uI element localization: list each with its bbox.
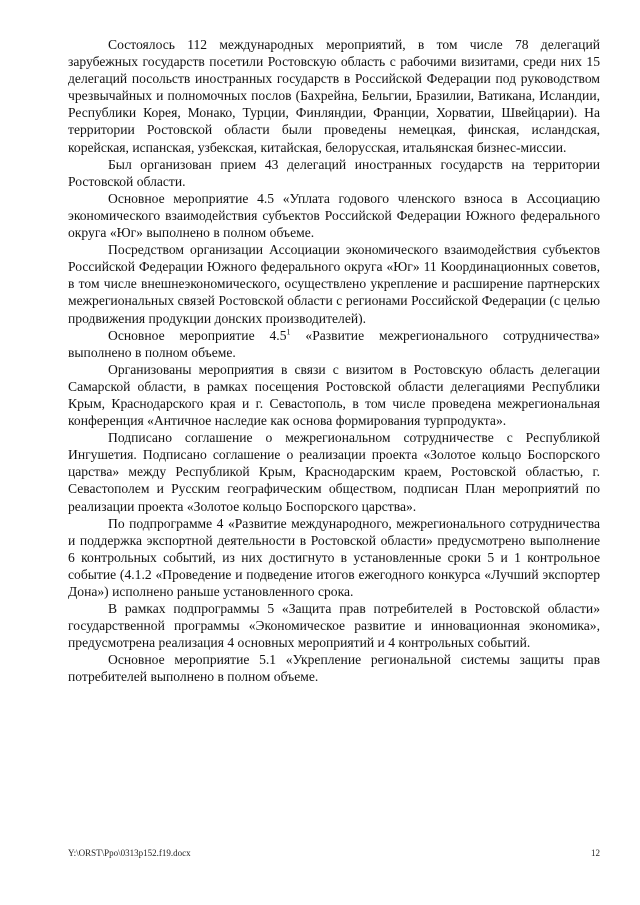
superscript-index: 1 xyxy=(286,327,291,337)
page-number: 12 xyxy=(591,848,600,858)
paragraph: Подписано соглашение о межрегиональном сотрудничестве с Республикой Ингушетия. Подписано соглашение о реализации проекта «Золотое кольцо Боспорского царства» между Республикой Крым, Краснодарским краем, Ростовской областью, г. Севастополем и Русским географическим обществом, подписан План мероприятий по реализации проекта «Золотое кольцо Боспорского царства». xyxy=(68,430,600,514)
paragraph-text: Основное мероприятие 4.5 xyxy=(108,327,287,343)
paragraph: Посредством организации Ассоциации экономического взаимодействия субъектов Российской Федерации Южного федерального округа «Юг» 11 Координационных советов, в том числе внешнеэкономического, осуществлено укрепление и расширение партнерских межрегиональных связей Ростовской области с регионами Российской Федерации (с целью продвижения продукции донских производителей). xyxy=(68,242,600,326)
paragraph: Основное мероприятие 4.5 «Уплата годового членского взноса в Ассоциацию экономического взаимодействия субъектов Российской Федерации Южного федерального округа «Юг» выполнено в полном объеме. xyxy=(68,190,600,241)
paragraph-text: «Развитие межрегионального сотрудничества» выполнено в полном объеме. xyxy=(68,327,600,360)
paragraph: Был организован прием 43 делегаций иностранных государств на территории Ростовской области. xyxy=(68,156,600,189)
footer-file-path: Y:\ORST\Ppo\0313p152.f19.docx xyxy=(68,848,191,858)
document-body xyxy=(68,36,600,686)
paragraph xyxy=(68,327,600,361)
paragraph: В рамках подпрограммы 5 «Защита прав потребителей в Ростовской области» государственной программы «Экономическое развитие и инновационная экономика», предусмотрена реализация 4 основных мероприятий и 4 контрольных событий. xyxy=(68,601,600,651)
paragraph: Состоялось 112 международных мероприятий, в том числе 78 делегаций зарубежных государств посетили Ростовскую область с рабочими визитами, среди них 15 делегаций посольств иностранных государств в Российской Федерации под руководством чрезвычайных и полномочных послов (Бахрейна, Бельгии, Бразилии, Ватикана, Исландии, Республики Корея, Монако, Турции, Финляндии, Франции, Хорватии, Швейцарии). На территории Ростовской области были проведены немецкая, финская, исландская, корейская, испанская, узбекская, китайская, белорусская, итальянская бизнес-миссии. xyxy=(68,37,600,155)
page-footer xyxy=(68,848,600,858)
paragraph: По подпрограмме 4 «Развитие международного, межрегионального сотрудничества и поддержка экспортной деятельности в Ростовской области» предусмотрено выполнение 6 контрольных событий, из них достигнуто в установленные сроки 5 и 1 контрольное событие (4.1.2 «Проведение и подведение итогов ежегодного конкурса «Лучший экспортер Дона») исполнено раньше установленного срока. xyxy=(68,515,600,599)
paragraph: Организованы мероприятия в связи с визитом в Ростовскую область делегации Самарской области, в рамках посещения Ростовской области делегациями Республики Крым, Краснодарского края и г. Севастополь, в том числе проведена межрегиональная конференция «Античное наследие как основа формирования турпродукта». xyxy=(68,361,600,429)
paragraph: Основное мероприятие 5.1 «Укрепление региональной системы защиты прав потребителей выполнено в полном объеме. xyxy=(68,652,600,685)
